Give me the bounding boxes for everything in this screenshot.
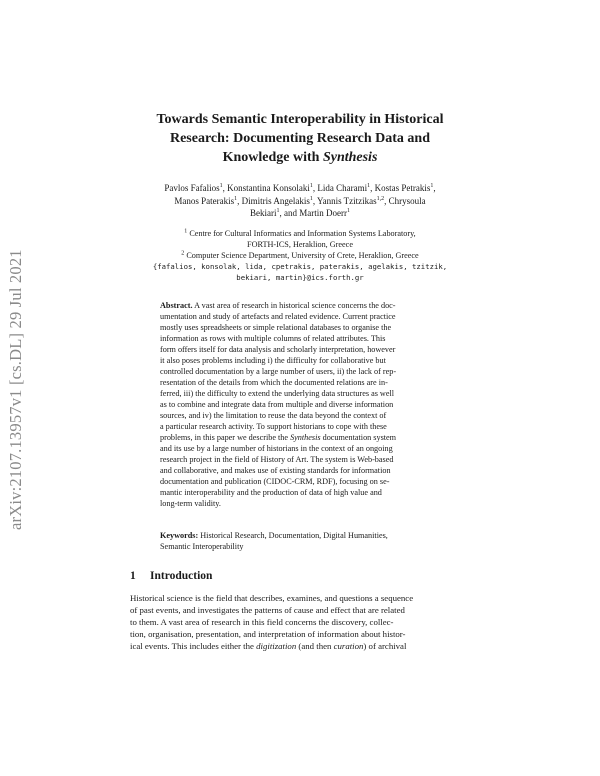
body-line: Historical science is the field that describes, examines, and questions a sequence (130, 593, 414, 603)
affiliations (135, 228, 465, 283)
affiliation-mark: 1 (309, 195, 313, 202)
section-title: Introduction (150, 570, 213, 582)
abstract-line: long-term validity. (160, 499, 221, 508)
arxiv-identifier: arXiv:2107.13957v1 [cs.DL] 29 Jul 2021 (6, 249, 25, 530)
affiliation-mark: 1 (430, 183, 434, 189)
author-line (125, 195, 475, 208)
abstract-line: umentation and study of artefacts and related evidence. Current practice (160, 312, 396, 321)
title-emphasis: Synthesis (322, 150, 378, 165)
abstract-emphasis: Synthesis (290, 433, 321, 442)
affiliation-mark: 1 (346, 208, 350, 214)
title-line (120, 148, 480, 167)
author: , Lida Charami (312, 183, 368, 193)
body-line (130, 640, 470, 652)
keywords-line: Semantic Interoperability (160, 542, 244, 551)
author-list (125, 182, 475, 220)
author: , Dimitris Angelakis (237, 195, 310, 206)
author-line (125, 182, 475, 195)
affiliation-text: Computer Science Department, University of Crete, Heraklion, Greece (184, 251, 419, 260)
body-line: tion, organisation, presentation, and interpretation of information about histor- (130, 629, 406, 639)
keywords-label: Keywords: (160, 531, 199, 540)
affiliation-mark: 1 (309, 183, 313, 189)
body-text-run: (and then (296, 641, 334, 651)
affiliation-mark: 1 (367, 183, 371, 189)
abstract-line: mostly uses spreadsheets or simple relational databases to organise the (160, 323, 392, 332)
abstract-line (160, 300, 455, 311)
email-line: {fafalios, konsolak, lida, cpetrakis, paterakis, agelakis, tzitzik, (152, 262, 448, 271)
abstract (160, 300, 455, 509)
abstract-text: problems, in this paper we describe the (160, 433, 291, 442)
abstract-line: resentation of the details from which the documented relations are in- (160, 378, 388, 387)
author: , and Martin Doerr (279, 208, 347, 218)
abstract-text: documentation system (320, 433, 397, 442)
abstract-line: as to combine and integrate data from multiple and diverse information (160, 400, 394, 409)
abstract-line: mantic interoperability and the production of data of high value and (160, 488, 382, 497)
body-text-run: ) of archival (363, 641, 407, 651)
author: , Konstantina Konsolaki (222, 183, 310, 193)
abstract-line (160, 432, 455, 443)
title-line: Towards Semantic Interoperability in Historical (156, 112, 444, 127)
abstract-line: a particular research activity. To support historians to cope with these (160, 422, 387, 431)
section-number: 1 (130, 570, 136, 582)
abstract-line: information as rows with multiple columns of related attributes. This (160, 334, 386, 343)
author-line (125, 207, 475, 220)
abstract-line: ferred, iii) the difficulty to extend the underlying data structures as well (160, 389, 395, 398)
abstract-line: controlled documentation by a large number of users, ii) the lack of rep- (160, 367, 397, 376)
affiliation-mark: 1 (219, 183, 223, 189)
affiliation-line: FORTH-ICS, Heraklion, Greece (247, 240, 353, 249)
affiliation-line (135, 228, 465, 239)
author: Bekiari (250, 208, 277, 218)
email-line: bekiari, martin}@ics.forth.gr (236, 273, 364, 282)
affiliation-text: Centre for Cultural Informatics and Information Systems Laboratory, (187, 229, 416, 238)
title-line: Research: Documenting Research Data and (169, 131, 430, 146)
affiliation-line (135, 250, 465, 261)
paper-title (120, 110, 480, 167)
body-emphasis: digitization (256, 641, 297, 651)
keywords (160, 530, 455, 552)
affiliation-mark: 2 (181, 250, 185, 257)
body-line: to them. A vast area of research in this field concerns the discovery, collec- (130, 617, 394, 627)
section-heading (130, 570, 212, 582)
affiliation-mark: 1 (234, 195, 238, 202)
body-line: of past events, and investigates the patterns of cause and effect that are related (130, 605, 405, 615)
author: , Yannis Tzitzikas (312, 195, 377, 206)
abstract-line: documentation and publication (CIDOC-CRM, RDF), focusing on se- (160, 477, 390, 486)
abstract-line: and collaborative, and makes use of existing standards for information (160, 466, 391, 475)
body-text-run: ical events. This includes either the (130, 641, 257, 651)
author: Pavlos Fafalios (164, 183, 220, 193)
abstract-line: it also poses problems including i) the difficulty for collaborative but (160, 356, 386, 365)
abstract-text: A vast area of research in historical science concerns the doc- (192, 301, 396, 310)
title-text: Knowledge with (222, 150, 323, 165)
body-text (130, 592, 470, 652)
affiliation-mark: 1 (276, 208, 280, 214)
abstract-line: sources, and iv) the limitation to reuse the data beyond the context of (160, 411, 387, 420)
body-emphasis: curation (333, 641, 364, 651)
affiliation-mark: 1 (184, 228, 188, 235)
author: , Chrysoula (384, 195, 426, 206)
author-separator: , (433, 183, 436, 193)
author: , Kostas Petrakis (370, 183, 431, 193)
author: Manos Paterakis (174, 195, 235, 206)
abstract-line: form offers itself for data analysis and scholarly interpretation, however (160, 345, 396, 354)
affiliation-mark: 1,2 (376, 195, 385, 202)
abstract-line: and its use by a large number of historians in the context of an ongoing (160, 444, 393, 453)
abstract-line: research project in the field of History of Art. The system is Web-based (160, 455, 394, 464)
abstract-label: Abstract. (160, 301, 193, 310)
keywords-line (160, 530, 455, 541)
keywords-text: Historical Research, Documentation, Digital Humanities, (198, 531, 388, 540)
